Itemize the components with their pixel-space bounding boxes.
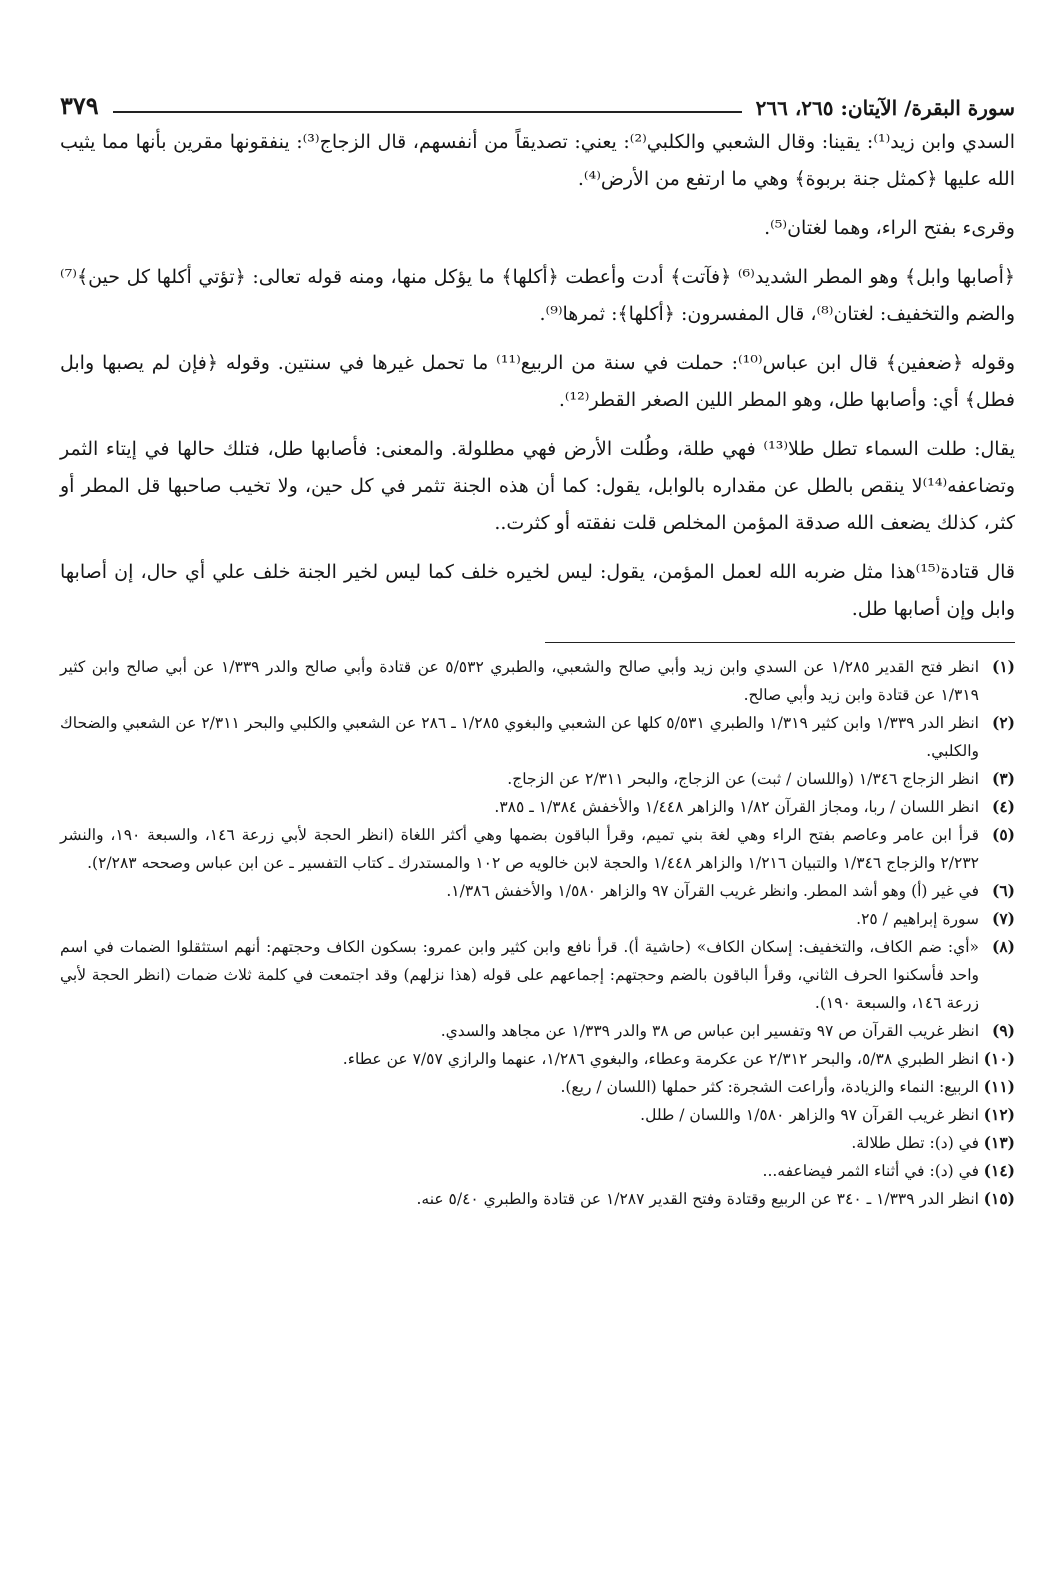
footnote-text: انظر غريب القرآن ٩٧ والزاهر ١/٥٨٠ واللسان / طلل. [640, 1106, 979, 1124]
paragraph: ﴿أصابها وابل﴾ وهو المطر الشديد⁽⁶⁾ ﴿فآتت﴾ أدت وأعطت ﴿أكلها﴾ ما يؤكل منها، ومنه قوله تعالى: ﴿تؤتي أكلها كل حين﴾⁽⁷⁾ والضم والتخفيف: لغتان⁽⁸⁾، قال المفسرون: ﴿أكلها﴾: ثمرها⁽⁹⁾. [60, 266, 1015, 325]
running-title: سورة البقرة/ الآيتان: ٢٦٥، ٢٦٦ [755, 96, 1015, 120]
footnote-number: (١٠) [983, 1049, 1015, 1068]
footnote-number: (٦) [991, 881, 1015, 900]
footnote-number: (١٢) [983, 1105, 1015, 1124]
footnote-text: في (د): تطل طلالة. [851, 1134, 979, 1152]
footnote-text: الربيع: النماء والزيادة، وأراعت الشجرة: كثر حملها (اللسان / ريع). [560, 1078, 979, 1096]
footnote-number: (٨) [991, 937, 1015, 956]
footnote-text: انظر الدر ١/٣٣٩ وابن كثير ١/٣١٩ والطبري ٥/٥٣١ كلها عن الشعبي والبغوي ١/٢٨٥ ـ ٢٨٦ عن الشعبي والكلبي والبحر ٢/٣١١ عن الشعبي والضحاك والكلبي. [60, 714, 979, 760]
footnote-text: انظر الدر ١/٣٣٩ ـ ٣٤٠ عن الربيع وقتادة وفتح القدير ١/٢٨٧ عن قتادة والطبري ٥/٤٠ عنه. [416, 1190, 979, 1208]
footnote-text: انظر اللسان / ربا، ومجاز القرآن ١/٨٢ والزاهر ١/٤٤٨ والأخفش ١/٣٨٤ ـ ٣٨٥. [494, 798, 979, 816]
paragraph: السدي وابن زيد⁽¹⁾: يقينا: وقال الشعبي والكلبي⁽²⁾: يعني: تصديقاً من أنفسهم، قال الزجاج⁽³⁾: ينفقونها مقرين بأنها مما يثيب الله عليها ﴿كمثل جنة بربوة﴾ وهي ما ارتفع من الأرض⁽⁴⁾. [60, 131, 1016, 190]
footnote-number: (٧) [991, 909, 1015, 928]
footnote-number: (١٣) [983, 1133, 1015, 1152]
main-text [60, 124, 1015, 628]
footnote [60, 1073, 1015, 1101]
footnote [60, 709, 1015, 765]
footnotes [60, 653, 1015, 1213]
paragraph: يقال: طلت السماء تطل طلا⁽¹³⁾ فهي طلة، وطُلت الأرض فهي مطلولة. والمعنى: فأصابها طل، فتلك حالها في إيتاء الثمر وتضاعفه⁽¹⁴⁾لا ينقص بالطل عن مقداره بالوابل، يقول: كما أن هذه الجنة تثمر في كل حين، ولا تخيب صاحبها قل المطر أو كثر، كذلك يضعف الله صدقة المؤمن المخلص قلت نفقته أو كثرت.. [60, 438, 1015, 534]
footnote-text: سورة إبراهيم / ٢٥. [856, 910, 979, 928]
footnote [60, 653, 1015, 709]
footnote [60, 933, 1015, 1017]
footnote [60, 877, 1015, 905]
footnote-text: انظر الطبري ٥/٣٨، والبحر ٢/٣١٢ عن عكرمة وعطاء، والبغوي ١/٢٨٦، عنهما والرازي ٧/٥٧ عن عطاء. [342, 1050, 979, 1068]
paragraph: وقوله ﴿ضعفين﴾ قال ابن عباس⁽¹⁰⁾: حملت في سنة من الربيع⁽¹¹⁾ ما تحمل غيرها في سنتين. وقوله ﴿فإن لم يصبها وابل فطل﴾ أي: وأصابها طل، وهو المطر اللين الصغر القطر⁽¹²⁾. [60, 352, 1015, 411]
footnote [60, 905, 1015, 933]
paragraph: قال قتادة⁽¹⁵⁾هذا مثل ضربه الله لعمل المؤمن، يقول: ليس لخيره خلف كما ليس لخير الجنة خلف علي أي حال، إن أصابها وابل وإن أصابها طل. [60, 561, 1016, 620]
footnote [60, 1045, 1015, 1073]
page-header [60, 82, 1015, 120]
footnote [60, 1157, 1015, 1185]
header-rule [113, 111, 742, 113]
footnote-text: انظر غريب القرآن ص ٩٧ وتفسير ابن عباس ص ٣٨ والدر ١/٣٣٩ عن مجاهد والسدي. [440, 1022, 979, 1040]
book-page [60, 82, 1015, 1213]
footnote [60, 1017, 1015, 1045]
paragraph: وقرىء بفتح الراء، وهما لغتان⁽⁵⁾. [764, 217, 1015, 239]
footnote-number: (٣) [991, 769, 1015, 788]
footnote-number: (١١) [983, 1077, 1015, 1096]
footnote-text: قرأ ابن عامر وعاصم بفتح الراء وهي لغة بني تميم، وقرأ الباقون بضمها وهي أكثر اللغاة (انظر الحجة لأبي زرعة ١٤٦، والسبعة ١٩٠، والنشر ٢/٢٣٢ والزجاج ١/٣٤٦ والتبيان ١/٢١٦ والزاهر ١/٤٤٨ والحجة لابن خالويه ص ١٠٢ والمستدرك ـ كتاب التفسير ـ عن ابن عباس وصححه ٢/٢٨٣). [60, 826, 979, 872]
footnote [60, 1185, 1015, 1213]
footnote-number: (١٥) [983, 1189, 1015, 1208]
footnote-number: (٩) [991, 1021, 1015, 1040]
footnote-text: انظر الزجاج ١/٣٤٦ (واللسان / ثبت) عن الزجاج، والبحر ٢/٣١١ عن الزجاج. [507, 770, 979, 788]
footnote-text: في غير (أ) وهو أشد المطر. وانظر غريب القرآن ٩٧ والزاهر ١/٥٨٠ والأخفش ١/٣٨٦. [446, 882, 979, 900]
footnote [60, 1101, 1015, 1129]
footnote-text: «أي: ضم الكاف، والتخفيف: إسكان الكاف» (حاشية أ). قرأ نافع وابن كثير وابن عمرو: بسكون الكاف وحجتهم: أنهم استثقلوا الضمات في اسم واحد فأسكنوا الحرف الثاني، وقرأ الباقون بالضم وحجتهم: إجماعهم على قوله (هذا نزلهم) وقد اجتمعت في كلمة ثلاث ضمات (انظر الحجة لأبي زرعة ١٤٦، والسبعة ١٩٠). [60, 938, 979, 1012]
page-number: ٣٧٩ [60, 91, 99, 120]
footnote-divider [545, 642, 1015, 643]
footnote-text: انظر فتح القدير ١/٢٨٥ عن السدي وابن زيد وأبي صالح والشعبي، والطبري ٥/٥٣٢ عن قتادة وأبي صالح والدر ١/٣٣٩ عن أبي صالح وابن كثير ١/٣١٩ عن قتادة وابن زيد وأبي صالح. [60, 658, 980, 704]
footnote-number: (١) [991, 657, 1015, 676]
footnote [60, 821, 1015, 877]
footnote-number: (٢) [991, 713, 1015, 732]
footnote-text: في (د): في أثناء الثمر فيضاعفه... [762, 1162, 979, 1180]
footnote-number: (١٤) [983, 1161, 1015, 1180]
footnote [60, 793, 1015, 821]
footnote-number: (٤) [991, 797, 1015, 816]
footnote [60, 1129, 1015, 1157]
footnote [60, 765, 1015, 793]
footnote-number: (٥) [991, 825, 1015, 844]
